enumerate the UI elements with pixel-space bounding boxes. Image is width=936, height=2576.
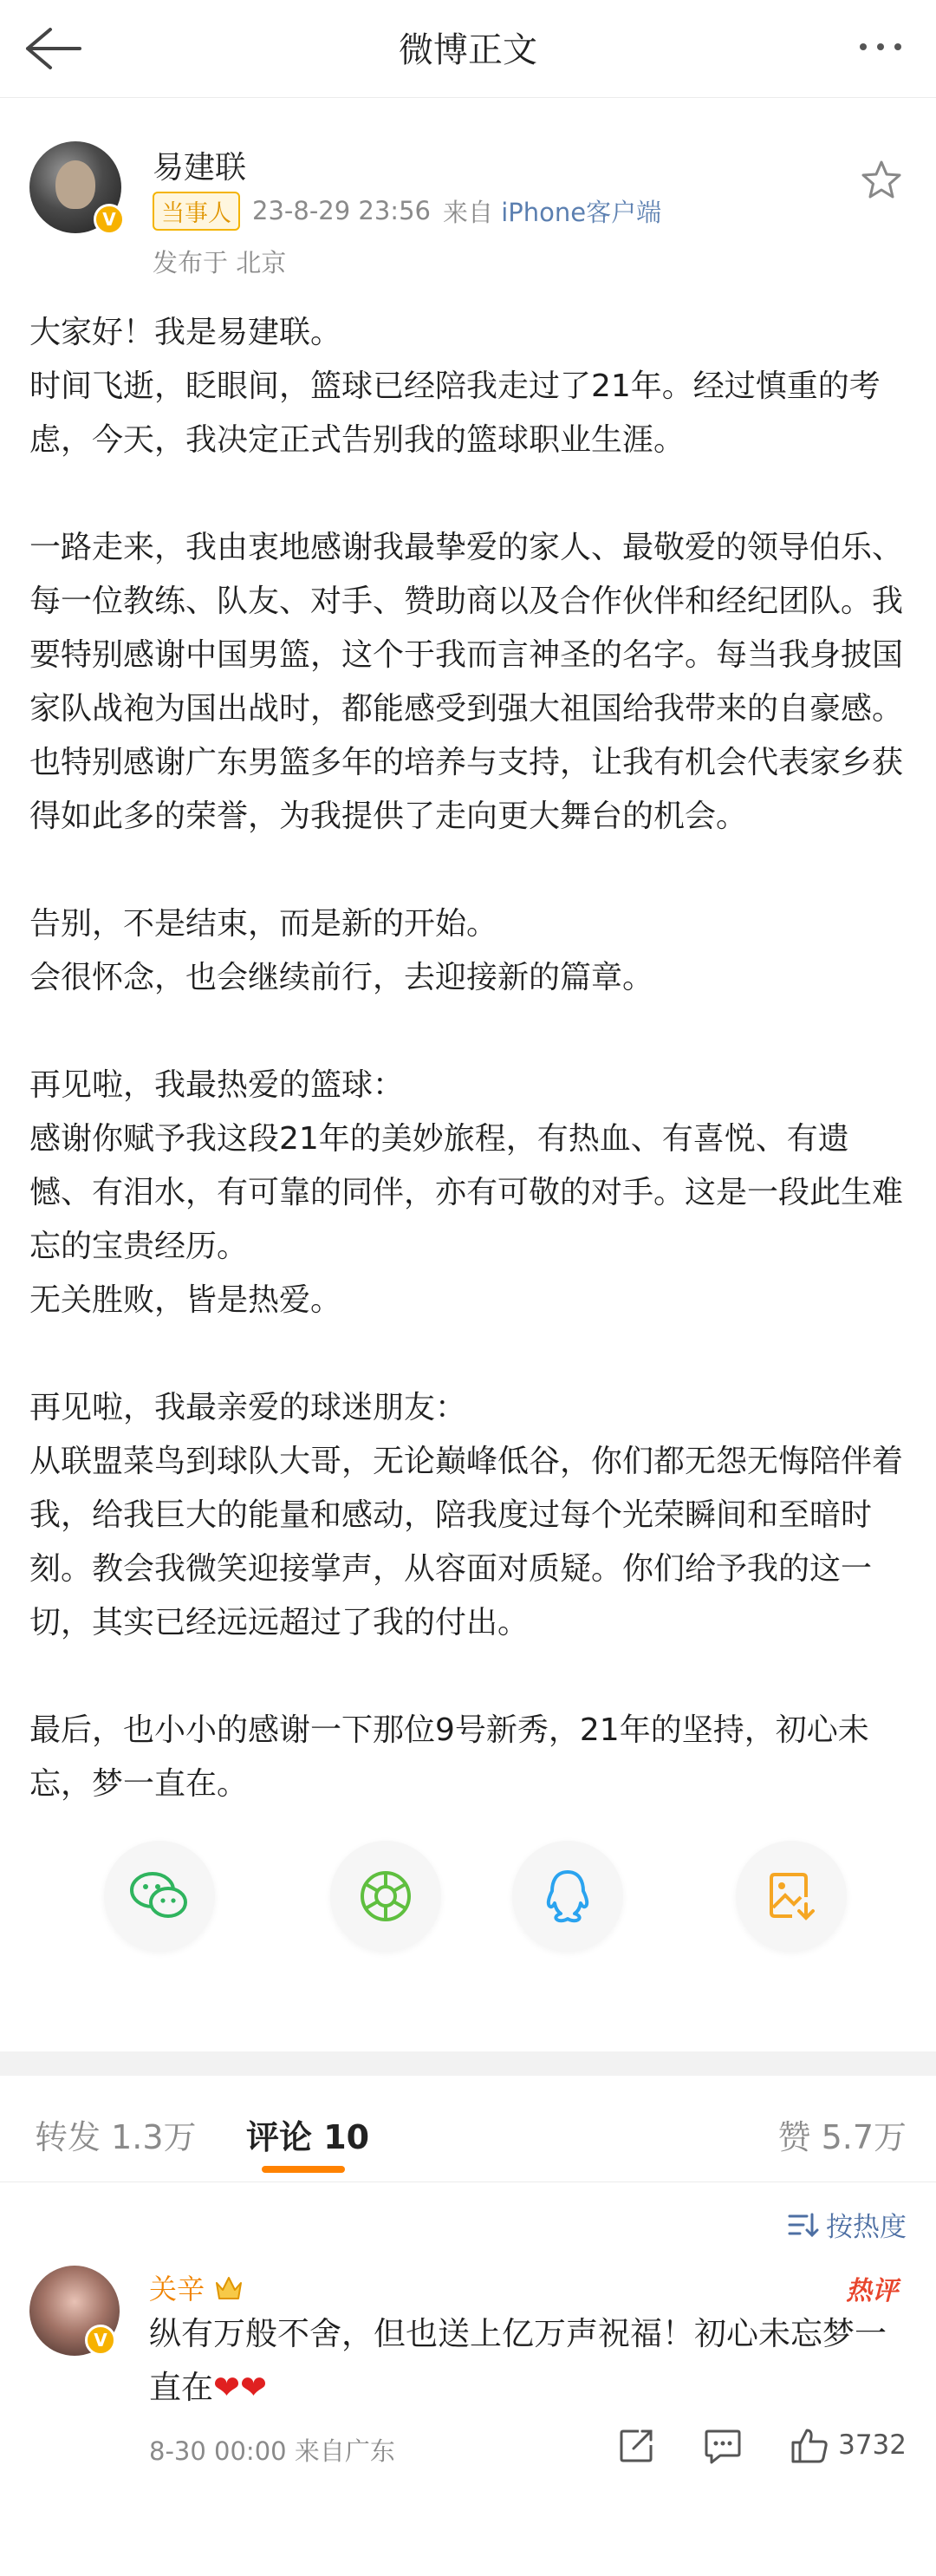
sort-bar: [0, 2182, 936, 2264]
verified-badge-icon: V: [94, 204, 125, 235]
comment-body: 纵有万般不舍，但也送上亿万声祝福！初心未忘梦一直在: [149, 2315, 887, 2406]
content-paragraph: 再见啦，我最热爱的篮球：: [29, 1067, 405, 1103]
content-paragraph: 最后，也小小的感谢一下那位9号新秀，21年的坚持，初心未忘，梦一直在。: [29, 1712, 869, 1802]
sort-label: 按热度: [826, 2212, 907, 2243]
content-paragraph: 会很怀念，也会继续前行，去迎接新的篇章。: [29, 960, 654, 995]
author-header: [29, 98, 907, 277]
post-location: 发布于 北京: [153, 248, 287, 277]
qq-icon: [542, 1867, 594, 1926]
page-title: 微博正文: [399, 30, 537, 70]
sort-icon: [786, 2211, 819, 2239]
comment-time: 8-30 00:00: [149, 2436, 287, 2466]
tab-repost[interactable]: 转发 1.3万: [35, 2118, 197, 2156]
post-time: 23-8-29 23:56: [252, 196, 431, 225]
share-bar: [0, 1815, 936, 1953]
content-spacer: [29, 1005, 905, 1059]
save-image-button[interactable]: [736, 1841, 847, 1952]
like-count: 3732: [838, 2429, 907, 2461]
commenter-name-row: [149, 2267, 244, 2307]
comment-text: [149, 2307, 894, 2415]
weibo-post: [0, 98, 936, 2051]
verified-badge-icon: V: [85, 2325, 116, 2356]
moments-icon: [358, 1868, 413, 1924]
content-paragraph: 一路走来，我由衷地感谢我最挚爱的家人、最敬爱的领导伯乐、每一位教练、队友、对手、赞助商以及合作伙伴和经纪团队。我要特别感谢中国男篮，这个于我而言神圣的名字。每当我身披国家队战袍为国出战时，都能感受到强大祖国给我带来的自豪感。也特别感谢广东男篮多年的培养与支持，让我有机会代表家乡获得如此多的荣誉，为我提供了走向更大舞台的机会。: [29, 530, 904, 834]
comment-meta: [149, 2432, 395, 2468]
comment-source: 来自广东: [294, 2436, 395, 2466]
content-paragraph: 从联盟菜鸟到球队大哥，无论巅峰低谷，你们都无怨无悔陪伴着我，给我巨大的能量和感动，陪我度过每个光荣瞬间和至暗时刻。教会我微笑迎接掌声，从容面对质疑。你们给予我的这一切，其实已经远远超过了我的付出。: [29, 1444, 904, 1640]
comment-actions: [618, 2425, 907, 2465]
top-bar: [0, 0, 936, 98]
save-image-icon: [766, 1871, 816, 1921]
content-spacer: [29, 1650, 905, 1704]
commenter-name[interactable]: 关辛: [149, 2273, 205, 2305]
content-paragraph: 感谢你赋予我这段21年的美妙旅程，有热血、有喜悦、有遗憾、有泪水，有可靠的同伴，亦有可敬的对手。这是一段此生难忘的宝贵经历。: [29, 1121, 904, 1264]
source-client-link[interactable]: iPhone客户端: [501, 197, 662, 227]
share-wechat-button[interactable]: [104, 1841, 215, 1952]
post-meta: [153, 192, 661, 230]
share-moments-button[interactable]: [330, 1841, 441, 1952]
source-prefix: 来自: [442, 197, 493, 227]
forward-icon[interactable]: [618, 2426, 656, 2464]
hot-comment-badge: 热评: [846, 2276, 898, 2306]
like-button[interactable]: [790, 2425, 907, 2465]
content-paragraph: 时间飞逝，眨眼间，篮球已经陪我走过了21年。经过慎重的考虑，今天，我决定正式告别我的篮球职业生涯。: [29, 368, 881, 458]
content-spacer: [29, 1327, 905, 1381]
content-spacer: [29, 467, 905, 521]
content-paragraph: 告别，不是结束，而是新的开始。: [29, 906, 498, 942]
thumbs-up-icon: [790, 2425, 829, 2465]
active-tab-indicator: [262, 2166, 345, 2173]
post-content: [29, 306, 905, 1811]
comment-item: [0, 2264, 936, 2576]
wechat-icon: [129, 1869, 190, 1923]
interaction-tabs: [0, 2076, 936, 2182]
participant-tag: 当事人: [153, 192, 240, 231]
sort-by-hot-button[interactable]: [786, 2205, 907, 2244]
star-icon[interactable]: [860, 159, 903, 202]
content-paragraph: 无关胜败，皆是热爱。: [29, 1282, 342, 1318]
more-dots-icon[interactable]: [846, 21, 915, 73]
content-spacer: [29, 844, 905, 897]
tab-likes[interactable]: 赞 5.7万: [777, 2118, 907, 2156]
content-paragraph: 再见啦，我最亲爱的球迷朋友：: [29, 1390, 467, 1425]
tab-comments[interactable]: 评论 10: [246, 2118, 370, 2156]
author-name[interactable]: 易建联: [153, 150, 247, 186]
section-divider: [0, 2051, 936, 2076]
content-paragraph: 大家好！我是易建联。: [29, 315, 342, 350]
share-qq-button[interactable]: [512, 1841, 623, 1952]
reply-icon[interactable]: [703, 2426, 743, 2464]
vip-crown-icon: [213, 2273, 244, 2302]
heart-emoji: ❤❤: [213, 2369, 268, 2406]
